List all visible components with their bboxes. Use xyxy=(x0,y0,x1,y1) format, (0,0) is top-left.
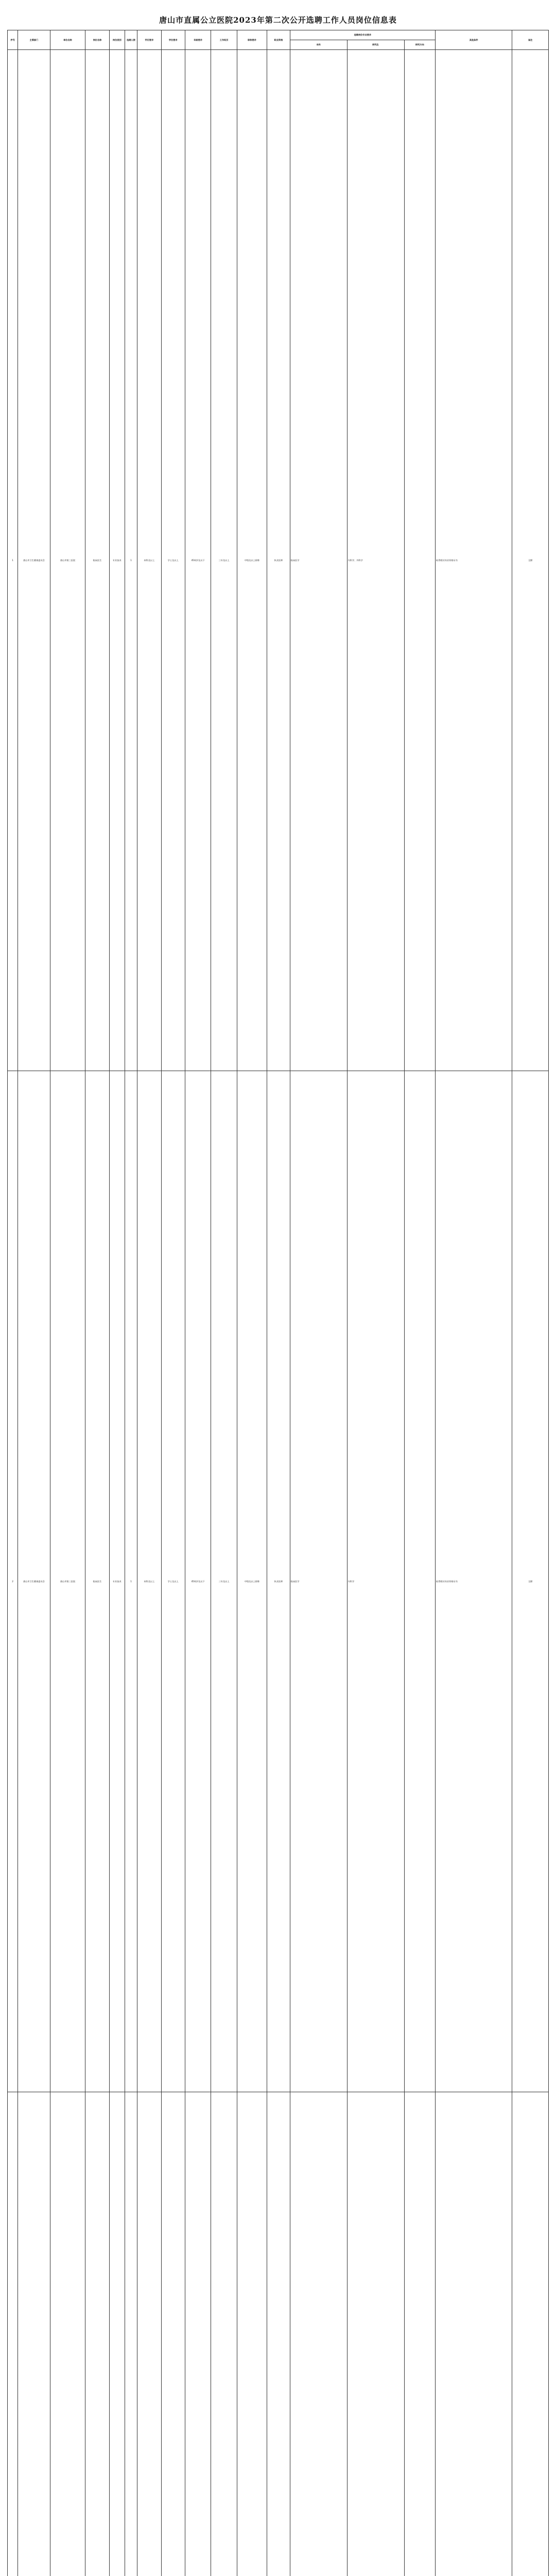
table-cell: 45周岁及以下 xyxy=(185,1071,211,2092)
table-cell xyxy=(436,2092,512,2576)
table-cell: 1 xyxy=(8,50,18,1071)
table-row xyxy=(8,2092,549,2576)
table-cell: 学士及以上 xyxy=(161,1071,185,2092)
header-cell: 岗位名称 xyxy=(85,30,109,50)
table-cell xyxy=(50,2092,85,2576)
table-cell xyxy=(161,2092,185,2576)
header-cell: 工作经历 xyxy=(211,30,237,50)
header-row xyxy=(8,30,549,40)
header-cell: 岗位类别 xyxy=(109,30,125,50)
table-cell: 全额 xyxy=(512,1071,549,2092)
table-body xyxy=(8,50,549,2576)
table-cell: 45周岁及以下 xyxy=(185,50,211,1071)
table-cell xyxy=(185,2092,211,2576)
header-cell: 序号 xyxy=(8,30,18,50)
table-row xyxy=(8,50,549,1071)
table-cell: 唐山市卫生健康委员会 xyxy=(18,1071,50,2092)
table-cell: 全额 xyxy=(512,50,549,1071)
table-cell xyxy=(137,2092,161,2576)
table-cell: 中级及以上职称 xyxy=(237,50,267,1071)
header-cell: 职称要求 xyxy=(237,30,267,50)
table-cell: 取得相应执业资格证书 xyxy=(436,1071,512,2092)
table-cell: 专业技术 xyxy=(109,50,125,1071)
table-cell xyxy=(290,2092,347,2576)
header-cell: 单位名称 xyxy=(50,30,85,50)
table-cell xyxy=(125,2092,137,2576)
table-cell: 本科及以上 xyxy=(137,50,161,1071)
table-cell: 学士及以上 xyxy=(161,50,185,1071)
table-cell: 本科及以上 xyxy=(137,1071,161,2092)
table-cell: 临床医学 xyxy=(290,1071,347,2092)
table-cell xyxy=(109,2092,125,2576)
table-cell xyxy=(404,2092,436,2576)
table-cell: 1 xyxy=(125,1071,137,2092)
table-cell: 2 xyxy=(8,1071,18,2092)
table-cell: 临床医生 xyxy=(85,50,109,1071)
page-title: 唐山市直属公立医院2023年第二次公开选聘工作人员岗位信息表 xyxy=(159,15,397,25)
position-table xyxy=(7,30,549,2576)
table-cell xyxy=(18,2092,50,2576)
header-cell: 研究方向 xyxy=(404,40,436,50)
table-cell xyxy=(237,2092,267,2576)
table-cell xyxy=(347,2092,404,2576)
header-cell: 本科 xyxy=(290,40,347,50)
table-cell xyxy=(512,2092,549,2576)
table-cell xyxy=(267,2092,290,2576)
header-cell: 备注 xyxy=(512,30,549,50)
table-cell: 内科学、外科学 xyxy=(347,50,404,1071)
table-cell: 中级及以上职称 xyxy=(237,1071,267,2092)
table-cell: 临床医生 xyxy=(85,1071,109,2092)
table-cell xyxy=(8,2092,18,2576)
table-cell: 执业医师 xyxy=(267,1071,290,2092)
table-cell xyxy=(85,2092,109,2576)
table-cell: 执业医师 xyxy=(267,50,290,1071)
table-cell: 唐山市第三医院 xyxy=(50,1071,85,2092)
table-cell: 唐山市卫生健康委员会 xyxy=(18,50,50,1071)
table-cell: 专业技术 xyxy=(109,1071,125,2092)
table-cell: 唐山市第三医院 xyxy=(50,50,85,1071)
header-cell: 选聘岗位专业要求 xyxy=(290,30,435,40)
table-cell xyxy=(211,2092,237,2576)
table-cell xyxy=(404,50,436,1071)
table-cell: 临床医学 xyxy=(290,50,347,1071)
table-cell: 取得相应执业资格证书 xyxy=(436,50,512,1071)
header-cell: 学位要求 xyxy=(161,30,185,50)
header-cell: 研究生 xyxy=(347,40,404,50)
table-row xyxy=(8,1071,549,2092)
header-cell: 其他条件 xyxy=(436,30,512,50)
header-cell: 主管部门 xyxy=(18,30,50,50)
table-cell: 1 xyxy=(125,50,137,1071)
table-cell: 内科学 xyxy=(347,1071,404,2092)
header-cell: 职业资格 xyxy=(267,30,290,50)
header-cell: 年龄要求 xyxy=(185,30,211,50)
header-cell: 学历要求 xyxy=(137,30,161,50)
table-cell: 三年及以上 xyxy=(211,1071,237,2092)
table-cell: 三年及以上 xyxy=(211,50,237,1071)
table-cell xyxy=(404,1071,436,2092)
header-cell: 选聘人数 xyxy=(125,30,137,50)
